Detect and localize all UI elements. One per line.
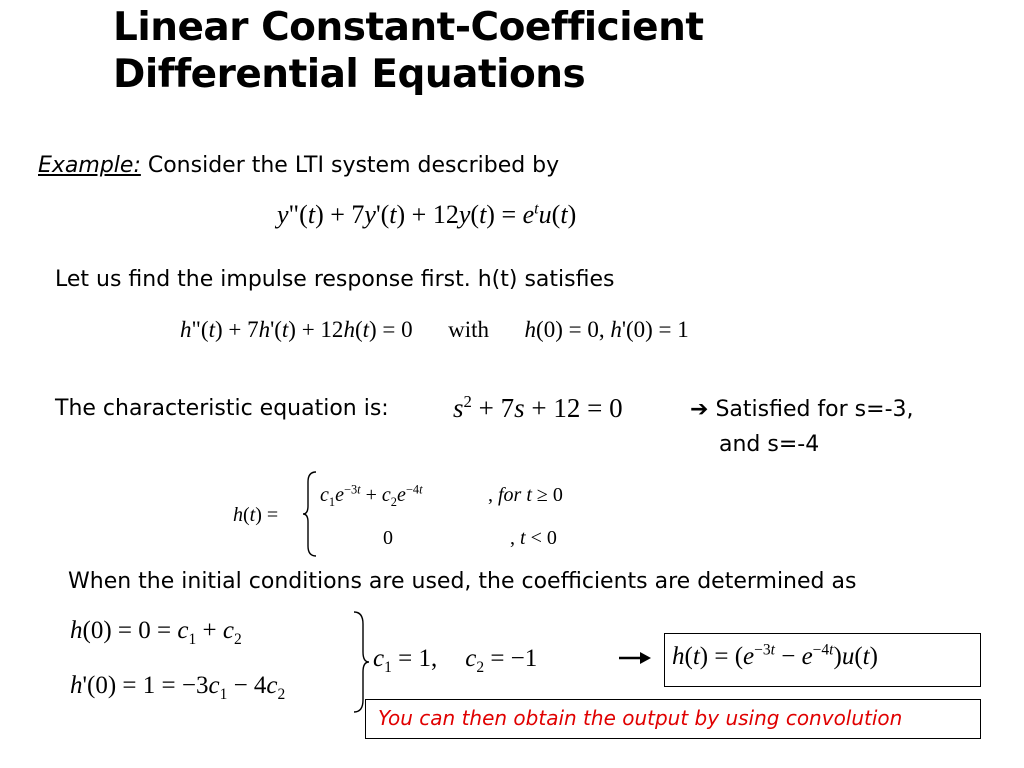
piecewise-cond-1: , for t ≥ 0 bbox=[488, 484, 563, 506]
with-word: with bbox=[448, 317, 490, 342]
char-result-line-1: Satisfied for s=-3, bbox=[715, 397, 914, 422]
piecewise-cond-2: , t < 0 bbox=[510, 527, 557, 549]
piecewise-case-2: 0 bbox=[383, 527, 393, 549]
convolution-note: You can then obtain the output by using convolution bbox=[378, 706, 903, 730]
char-eq-label: The characteristic equation is: bbox=[55, 396, 389, 421]
impulse-equation: h"(t) + 7h'(t) + 12h(t) = 0 with h(0) = 0, h'(0) = 1 bbox=[180, 317, 689, 342]
char-result bbox=[690, 397, 914, 422]
arrow-right-icon bbox=[618, 650, 652, 666]
title-line-1: Linear Constant-Coefficient bbox=[113, 5, 704, 50]
example-line bbox=[38, 153, 559, 178]
final-result: $h(t) = (e^{-3t} - e^{-4t})u(t)$ bbox=[672, 641, 878, 670]
char-result-line-2: and s=-4 bbox=[719, 432, 820, 457]
right-arrow-icon: ➔ bbox=[690, 397, 709, 422]
impulse-text: Let us find the impulse response first. h(t) satisfies bbox=[55, 267, 615, 292]
example-label: Example: bbox=[38, 153, 141, 178]
system-equation: y"(t) + $7y'(t) + 12y(t) = e^tu(t)$ bbox=[277, 200, 577, 229]
piecewise-case-1: $c_1e^{-3t} + c_2e^{-4t}$ bbox=[320, 482, 423, 509]
title-line-2: Differential Equations bbox=[113, 52, 586, 97]
example-text: Consider the LTI system described by bbox=[147, 153, 560, 178]
slide-title bbox=[113, 4, 704, 98]
system-solution: $c_1 = 1$, $c_2 = -1$ bbox=[373, 645, 538, 676]
piecewise-lhs: h(t) = bbox=[233, 504, 279, 526]
system-eq-1: $h(0) = 0 = c_1 + c_2$ bbox=[70, 617, 242, 648]
system-eq-2: $h'(0) = 1 = -3c_1 - 4c_2$ bbox=[70, 672, 286, 703]
left-brace-icon bbox=[302, 470, 318, 558]
coeff-text: When the initial conditions are used, the coefficients are determined as bbox=[68, 569, 857, 594]
char-equation: $s^2 + 7s + 12 = 0$ bbox=[453, 392, 623, 423]
